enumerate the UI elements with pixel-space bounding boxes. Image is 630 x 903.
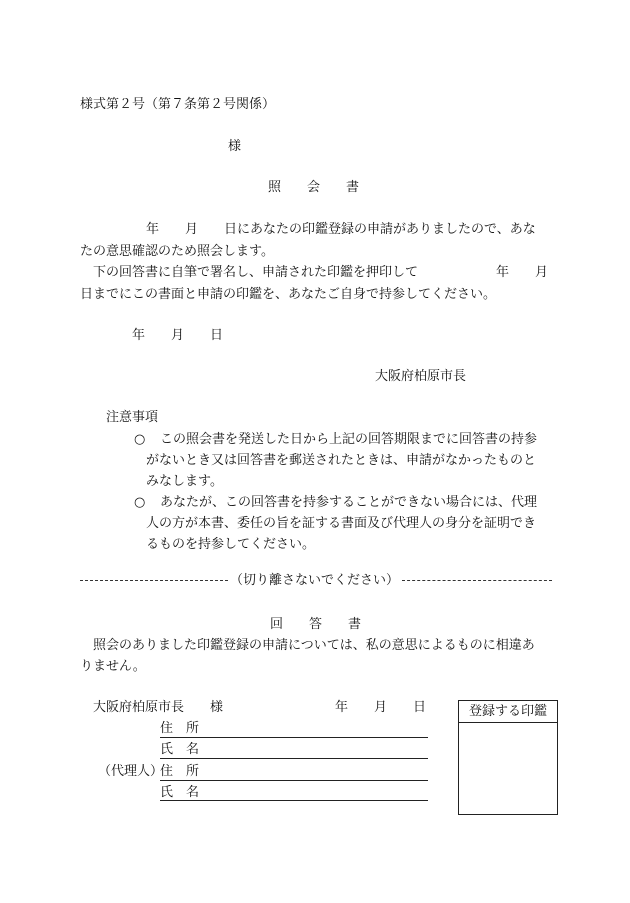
reply-date: 年 月 日 bbox=[335, 700, 427, 715]
name-label: 氏 名 bbox=[160, 742, 200, 757]
issuer-name: 大阪府柏原市長 bbox=[375, 369, 467, 384]
addressee-suffix: 様 bbox=[228, 139, 242, 154]
address-field[interactable] bbox=[160, 737, 428, 738]
stamp-box[interactable] bbox=[458, 700, 558, 815]
note-2-line-2: 人の方が本書、委任の旨を証する書面及び代理人の身分を証明でき bbox=[146, 516, 537, 531]
proxy-address-label: 住 所 bbox=[160, 764, 200, 779]
inquiry-line-2: たの意思確認のため照会します。 bbox=[80, 244, 274, 259]
proxy-label: （代理人） bbox=[98, 764, 164, 779]
deadline-date: 年 月 bbox=[496, 265, 549, 280]
cut-line-label: （切り離さないでください） bbox=[230, 573, 400, 588]
stamp-box-label: 登録する印鑑 bbox=[459, 701, 557, 723]
proxy-name-field[interactable] bbox=[160, 800, 428, 801]
note-2-bullet: ○ bbox=[134, 495, 146, 510]
inquiry-line-3: 下の回答書に自筆で署名し、申請された印鑑を押印して bbox=[93, 265, 419, 280]
cut-line-left bbox=[80, 580, 228, 581]
name-field[interactable] bbox=[160, 758, 428, 759]
note-2-line-1: あなたが、この回答書を持参することができない場合には、代理 bbox=[160, 495, 538, 510]
inquiry-line-4: 日までにこの書面と申請の印鑑を、あなたご自身で持参してください。 bbox=[80, 287, 497, 302]
note-1-line-3: みなします。 bbox=[146, 474, 223, 489]
address-label: 住 所 bbox=[160, 721, 200, 736]
note-1-bullet: ○ bbox=[134, 432, 146, 447]
reply-addressee: 大阪府柏原市長 様 bbox=[93, 700, 224, 715]
note-2-line-3: るものを持参してください。 bbox=[146, 537, 316, 552]
inquiry-title: 照 会 書 bbox=[268, 180, 360, 195]
notes-heading: 注意事項 bbox=[106, 410, 159, 425]
note-1-line-1: この照会書を発送した日から上記の回答期限までに回答書の持参 bbox=[160, 432, 538, 447]
cut-line-right bbox=[402, 580, 552, 581]
reply-title: 回 答 書 bbox=[270, 617, 362, 632]
note-1-line-2: がないとき又は回答書を郵送されたときは、申請がなかったものと bbox=[146, 453, 537, 468]
form-number: 様式第２号（第７条第２号関係） bbox=[80, 97, 276, 112]
reply-line-2: りません。 bbox=[80, 659, 146, 674]
reply-line-1: 照会のありました印鑑登録の申請については、私の意思によるものに相違あ bbox=[93, 638, 535, 653]
issue-date: 年 月 日 bbox=[132, 328, 224, 343]
proxy-name-label: 氏 名 bbox=[160, 785, 200, 800]
inquiry-line-1: 年 月 日にあなたの印鑑登録の申請がありましたので、あな bbox=[146, 222, 536, 237]
proxy-address-field[interactable] bbox=[160, 780, 428, 781]
